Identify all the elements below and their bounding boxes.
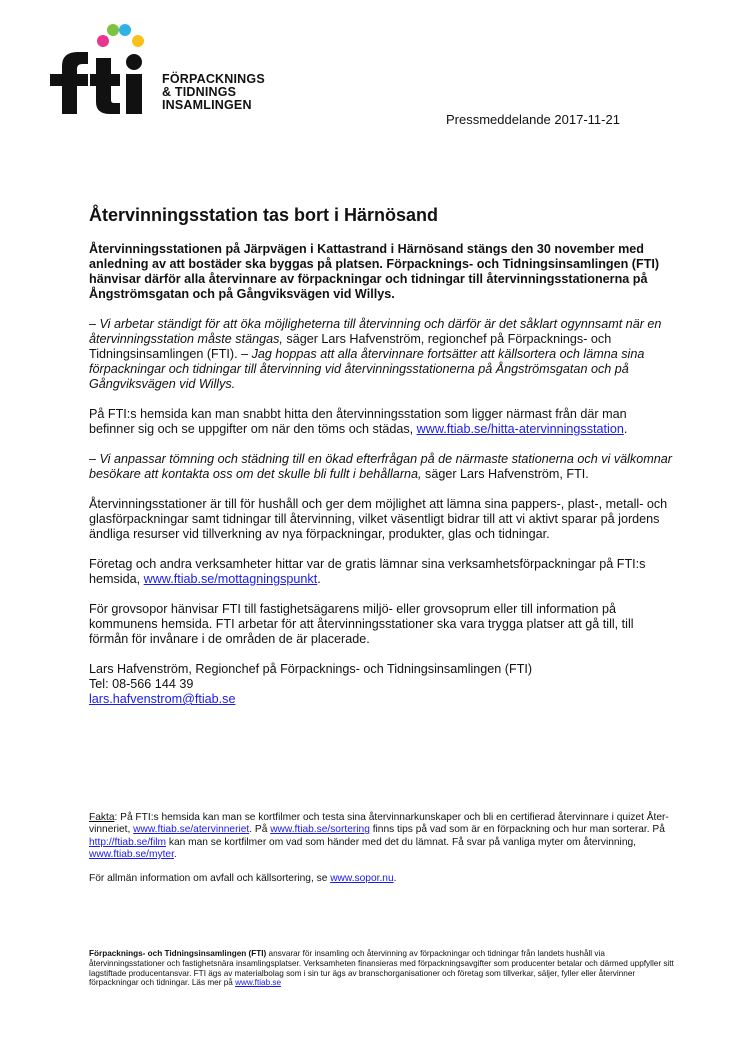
press-release-date: Pressmeddelande 2017-11-21 bbox=[446, 112, 620, 127]
link-atervinneriet[interactable]: www.ftiab.se/atervinneriet bbox=[133, 824, 250, 836]
fakta-text: . På bbox=[249, 824, 271, 836]
logo-dot-blue bbox=[119, 24, 131, 36]
logo-line: FÖRPACKNINGS bbox=[162, 72, 265, 86]
footer-paragraph bbox=[89, 949, 679, 988]
contact-name: Lars Hafvenström, Regionchef på Förpacknings- och Tidningsinsamlingen (FTI) bbox=[89, 662, 533, 676]
stations-paragraph: Återvinningsstationer är till för hushåll och ger dem möjlighet att lämna sina pappers-, plast-, metall- och glasförpackningar samt tidningar till återvinning, vilket väsentligt bidrar till att vi aktivt sparar på jordens ändliga resurser vid tillverkning av nya förpackningar, produkter, glas och tidningar. bbox=[89, 497, 668, 541]
general-text: För allmän information om avfall och källsortering, se bbox=[89, 873, 331, 885]
paragraph-text: På FTI:s hemsida kan man snabbt hitta den återvinningsstation som ligger närmast från där man befinner sig och se uppgifter om när den töms och städas, bbox=[89, 407, 627, 436]
contact-block bbox=[89, 662, 675, 707]
website-paragraph bbox=[89, 407, 675, 437]
link-sortering[interactable]: www.ftiab.se/sortering bbox=[270, 824, 370, 836]
quote-attribution: säger Lars Hafvenström, FTI. bbox=[421, 467, 589, 481]
link-hitta-atervinningsstation[interactable]: www.ftiab.se/hitta-atervinningsstation bbox=[416, 422, 624, 436]
quote-paragraph-2 bbox=[89, 452, 675, 482]
logo-wordmark bbox=[162, 73, 265, 112]
business-paragraph bbox=[89, 557, 675, 587]
logo-dot-green bbox=[107, 24, 119, 36]
article-body bbox=[89, 205, 675, 722]
logo-dot-pink bbox=[97, 35, 109, 47]
logo-letter-i-dot bbox=[126, 54, 142, 70]
quote-text: – Vi arbetar ständigt för att öka möjligheterna till återvinning och därför är det såklart ogynnsamt när en återvinningsstation måste stängas, bbox=[89, 317, 662, 346]
fakta-text: finns tips på vad som är en förpackning och hur man sorterar. På bbox=[369, 824, 665, 836]
fakta-section bbox=[89, 812, 675, 897]
paragraph-end: . bbox=[623, 422, 628, 436]
link-film[interactable]: http://ftiab.se/film bbox=[89, 836, 167, 848]
link-sopor[interactable]: www.sopor.nu bbox=[330, 873, 394, 885]
quote-paragraph-1 bbox=[89, 317, 675, 392]
quote-attribution: säger Lars Hafvenström, regionchef på Förpacknings- och Tidningsinsamlingen (FTI). bbox=[89, 332, 612, 361]
logo-letter-f-bar bbox=[50, 74, 62, 86]
footer-link-ftiab[interactable]: www.ftiab.se bbox=[235, 978, 282, 988]
fakta-text: kan man se kortfilmer om vad som händer med det du lämnat. Få svar på vanliga myter om återvinning, bbox=[166, 836, 636, 848]
contact-phone: Tel: 08-566 144 39 bbox=[89, 677, 194, 691]
logo-letter-t bbox=[90, 58, 120, 114]
footer bbox=[89, 949, 679, 988]
general-end: . bbox=[393, 873, 397, 885]
logo-letter-f bbox=[62, 52, 88, 114]
logo-letter-i bbox=[126, 74, 142, 114]
fakta-text: . bbox=[173, 848, 177, 860]
logo-dot-yellow bbox=[132, 35, 144, 47]
paragraph-text: Företag och andra verksamheter hittar var de gratis lämnar sina verksamhetsförpackningar på FTI:s hemsida, bbox=[89, 557, 646, 586]
paragraph-end: . bbox=[317, 572, 321, 586]
fakta-label: Fakta bbox=[89, 812, 115, 823]
fakta-paragraph bbox=[89, 812, 675, 861]
logo-line: INSAMLINGEN bbox=[162, 98, 252, 112]
general-info-paragraph bbox=[89, 873, 675, 885]
quote-text: – Vi anpassar tömning och städning till en ökad efterfrågan på de närmaste stationerna och vi välkomnar besökare att kontakta oss om det skulle bli fullt i behållarna, bbox=[89, 452, 672, 481]
link-myter[interactable]: www.ftiab.se/myter bbox=[89, 848, 174, 860]
footer-text: ansvarar för insamling och återvinning av förpackningar och tidningar från landets hushåll via återvinningsstationer och fastighetsnära insamlingsplatser. Verksamheten finansieras med förpackningsavgifter som producenter betalar och därmed uppfyller sitt lagstiftade producentansvar. FTI ägs av materialbolag som i sin tur ägs av branschorganisationer och företag som tillverkar, säljer, fyller eller återvinner förpackningar och tidningar. Läs mer på bbox=[89, 949, 674, 988]
article-title: Återvinningsstation tas bort i Härnösand bbox=[89, 205, 439, 225]
fti-logo-mark bbox=[48, 22, 168, 122]
fakta-text: : På FTI:s hemsida kan man se kortfilmer och testa sina återvinnarkunskaper och bli en certifierad återvinnare i quizet Åter-vinneriet, bbox=[89, 812, 669, 836]
bulky-waste-paragraph: För grovsopor hänvisar FTI till fastighetsägarens miljö- eller grovsoprum eller till information på kommunens hemsida. FTI arbetar för att återvinningsstationer ska vara trygga platser att gå till, till förmån för invånare i de områden de är placerade. bbox=[89, 602, 634, 646]
link-mottagningspunkt[interactable]: www.ftiab.se/mottagningspunkt bbox=[143, 572, 318, 586]
footer-org-name: Förpacknings- och Tidningsinsamlingen (FTI) bbox=[89, 949, 267, 958]
quote-text: – Jag hoppas att alla återvinnare fortsätter att källsortera och lämna sina förpackningar och tidningar till återvinning vid återvinningsstationerna på Ångströmsgatan och på Gångviksvägen vid Willys. bbox=[89, 347, 645, 391]
logo-line: & TIDNINGS bbox=[162, 85, 237, 99]
contact-email-link[interactable]: lars.hafvenstrom@ftiab.se bbox=[89, 692, 236, 706]
lead-paragraph: Återvinningsstationen på Järpvägen i Kattastrand i Härnösand stängs den 30 november med anledning av att bostäder ska byggas på platsen. Förpacknings- och Tidningsinsamlingen (FTI) hänvisar därför alla återvinnare av förpackningar och tidningar till återvinningsstationerna på Ångströmsgatan och på Gångviksvägen vid Willys. bbox=[89, 242, 660, 301]
